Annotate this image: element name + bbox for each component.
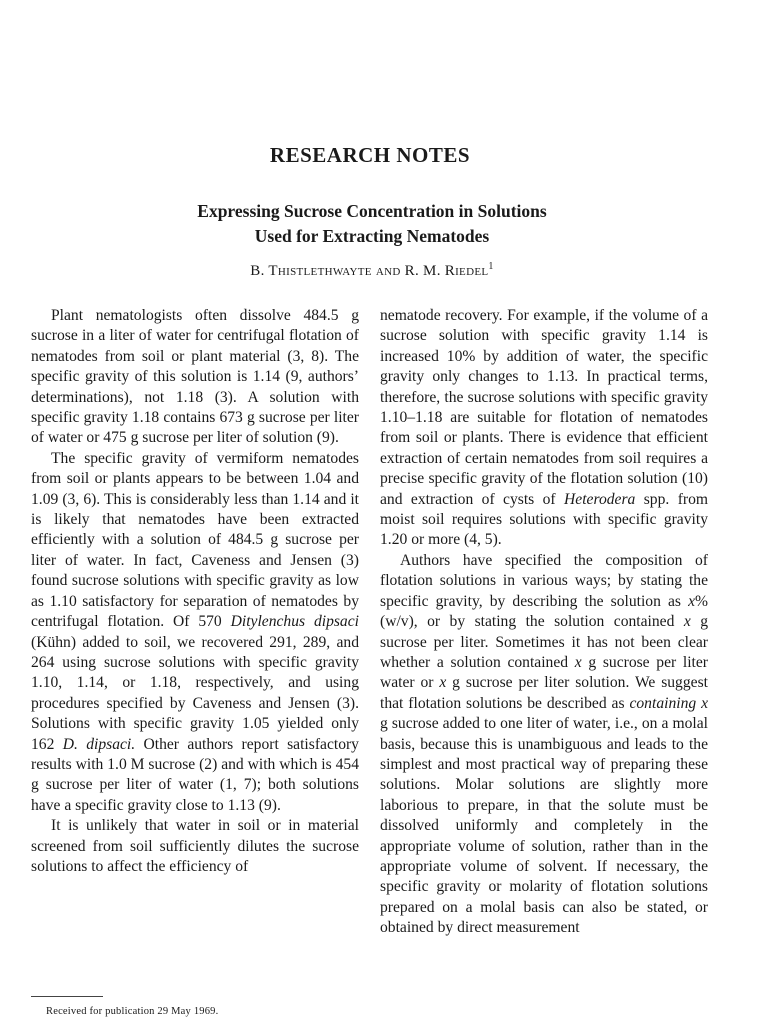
variable-x: x — [688, 592, 695, 610]
text-segment: Authors have specified the composition of flotation solutions in various ways; by stating the specific gravity, by describing the solution as — [380, 551, 708, 610]
variable-x: x — [701, 694, 709, 712]
footnote: Received for publication 29 May 1969. — [46, 1006, 219, 1017]
genus-name: Heterodera — [564, 490, 636, 508]
author-footnote-mark: 1 — [488, 261, 494, 272]
species-name: Ditylenchus dipsaci — [230, 613, 359, 631]
authors: B. Thistlethwayte and R. M. Riedel — [250, 263, 489, 279]
section-title: RESEARCH NOTES — [269, 143, 471, 167]
text-segment: g sucrose per liter solution. We suggest that flotation solutions be described as — [380, 674, 708, 712]
left-paragraph-3: It is unlikely that water in soil or in material screened from soil sufficiently dilutes the sucrose solutions to affect the efficiency of — [31, 817, 359, 875]
text-segment: Other authors report satisfactory results with 1.0 M sucrose (2) and with which is 454 g sucrose per liter of water (1, 7); both solutions have a specific gravity close to 1.13 (9). — [31, 735, 359, 814]
right-paragraph-1 — [380, 306, 708, 551]
right-column — [380, 306, 708, 939]
footnote-divider — [31, 996, 103, 997]
emphasis-containing: containing — [629, 694, 697, 712]
variable-x: x — [683, 613, 691, 631]
article-title — [0, 199, 744, 249]
text-segment: g sucrose per liter. Sometimes it has not been clear whether a solution contained — [380, 613, 708, 671]
author-line — [0, 261, 744, 280]
text-segment: The specific gravity of vermiform nematodes from soil or plants appears to be between 1.04 and 1.09 (3, 6). This is considerably less than 1.14 and it is likely that nematodes have been extracted efficiently with a solution of 484.5 g sucrose per liter of water. In fact, Caveness and Jensen (3) found sucrose solutions with specific gravity as low as 1.10 satisfactory for separation of nematodes by centrifugal flotation. Of 570 — [31, 449, 359, 631]
variable-x: x — [439, 674, 447, 692]
species-name: D. dipsaci. — [62, 735, 136, 753]
right-paragraph-2 — [380, 551, 708, 939]
text-segment: (Kühn) added to soil, we recovered 291, 289, and 264 using sucrose solutions with specific gravity 1.10, 1.14, or 1.18, respectively, and using procedures specified by Caveness and Jensen (3). Solutions with specific gravity 1.05 yielded only 162 — [31, 633, 359, 753]
text-segment: spp. from moist soil requires solutions with specific gravity 1.20 or more (4, 5). — [380, 490, 709, 549]
article-title-line-1: Expressing Sucrose Concentration in Solutions — [197, 201, 547, 221]
variable-x: x — [574, 653, 582, 671]
article-title-line-2: Used for Extracting Nematodes — [254, 226, 490, 246]
text-segment: % (w/v), or by stating the solution contained — [380, 592, 708, 631]
text-segment: g sucrose added to one liter of water, i.e., on a molal basis, because this is unambiguous and leads to the simplest and most practical way of preparing these solutions. Molar solutions are slightly more laborious to prepare, in that the solute must be dissolved uniformly and completely in the appropriate volume of solution, rather than in the appropriate volume of solvent. If necessary, the specific gravity or molarity of flotation solutions prepared on a molal basis can also be stated, or obtained by direct measurement — [380, 715, 708, 937]
text-segment: nematode recovery. For example, if the volume of a sucrose solution with specific gravity 1.14 is increased 10% by addition of water, the specific gravity only changes to 1.13. In practical terms, therefore, the sucrose solutions with specific gravity 1.10–1.18 are suitable for flotation of nematodes from soil or plants. There is evidence that efficient extraction of certain nematodes from soil requires a precise specific gravity of the flotation solution (10) and extraction of cysts of — [380, 307, 708, 508]
left-paragraph-2 — [31, 449, 359, 816]
text-segment: g sucrose per liter water or — [380, 653, 708, 692]
left-paragraph-1: Plant nematologists often dissolve 484.5 g sucrose in a liter of water for centrifugal flotation of nematodes from soil or plant material (3, 8). The specific gravity of this solution is 1.14 (9, authors’ determinations), not 1.18 (3). A solution with specific gravity 1.18 contains 673 g sucrose per liter of water or 475 g sucrose per liter of solution (9). — [31, 307, 359, 447]
left-column — [31, 306, 359, 877]
